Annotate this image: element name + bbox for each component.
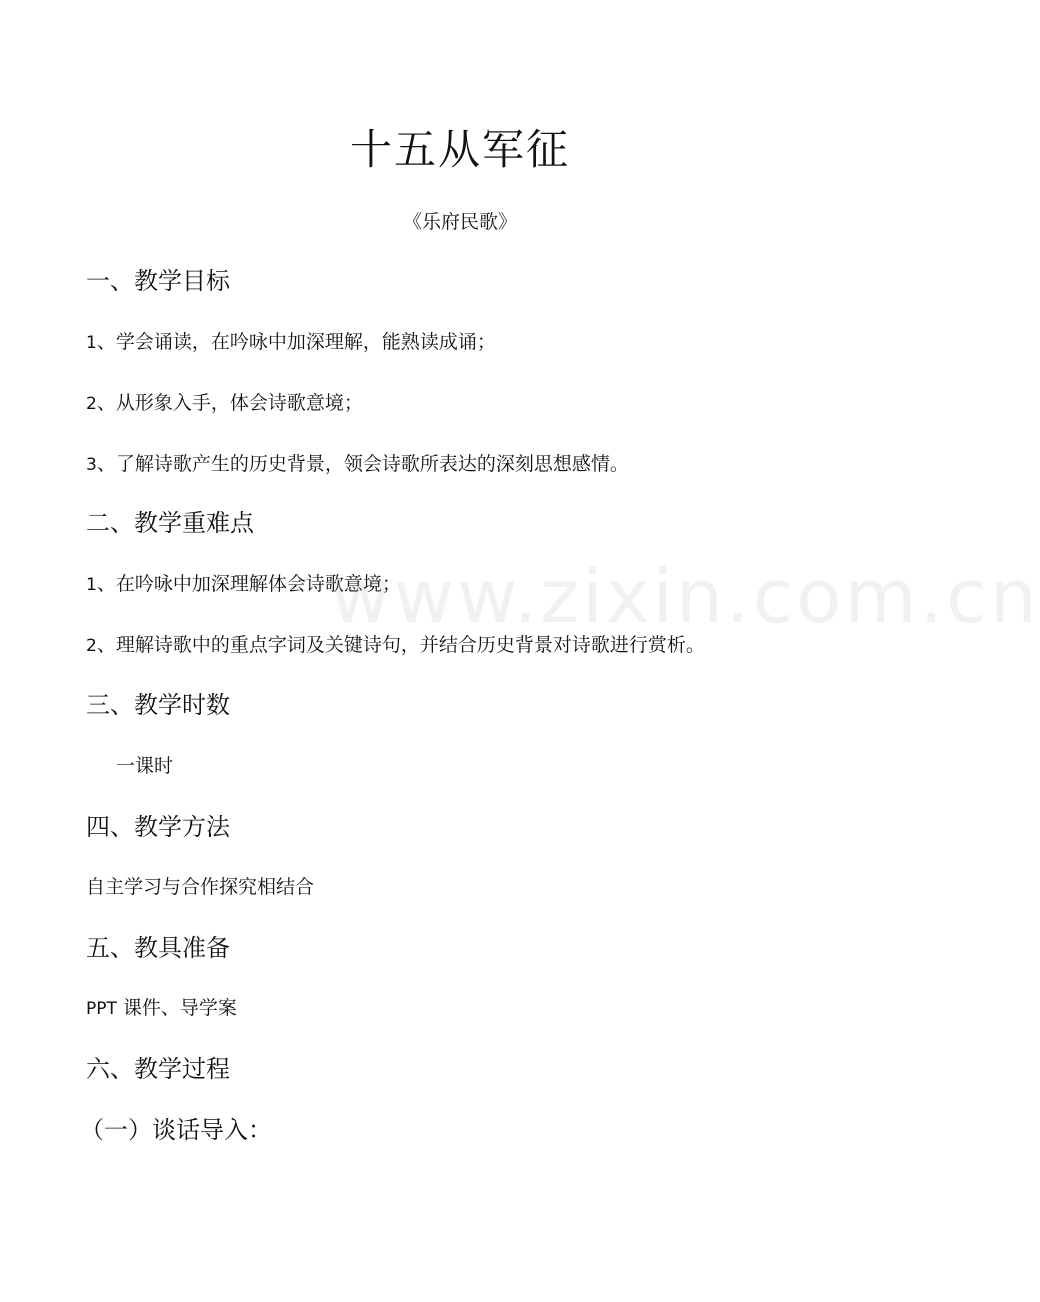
class-hours-text: 一课时 — [116, 755, 174, 777]
item-text: 、了解诗歌产生的历史背景，领会诗歌所表达的深刻思想感情。 — [96, 453, 629, 475]
item-number: 2 — [86, 636, 97, 656]
section-heading-class-hours: 三、教学时数 — [86, 691, 230, 719]
section-heading-objectives: 一、教学目标 — [86, 267, 230, 295]
key-point-item-2 — [86, 631, 705, 660]
aids-prefix: PPT — [86, 999, 117, 1019]
aids-body: 课件、导学案 — [116, 997, 237, 1019]
item-number: 3 — [86, 455, 97, 475]
objective-item-3 — [86, 450, 629, 479]
item-number: 1 — [86, 575, 97, 595]
item-text: 、学会诵读，在吟咏中加深理解，能熟读成诵； — [96, 331, 496, 353]
document-subtitle: 《乐府民歌》 — [402, 211, 517, 233]
section-heading-key-points: 二、教学重难点 — [86, 509, 254, 537]
teaching-aids-text — [86, 994, 237, 1023]
document-title: 十五从军征 — [349, 125, 570, 174]
section-heading-methods: 四、教学方法 — [86, 813, 230, 841]
item-text: 、在吟咏中加深理解体会诗歌意境； — [96, 573, 401, 595]
objective-item-1 — [86, 328, 496, 357]
process-subheading-intro: （一）谈话导入： — [80, 1116, 272, 1144]
section-heading-teaching-aids: 五、教具准备 — [86, 934, 230, 962]
key-point-item-1 — [86, 570, 401, 599]
item-text: 、理解诗歌中的重点字词及关键诗句，并结合历史背景对诗歌进行赏析。 — [96, 634, 705, 656]
section-heading-process: 六、教学过程 — [86, 1055, 230, 1083]
methods-text: 自主学习与合作探究相结合 — [86, 876, 315, 898]
item-number: 1 — [86, 333, 97, 353]
watermark: www.zixin.com.cn — [330, 554, 1040, 640]
objective-item-2 — [86, 389, 363, 418]
item-number: 2 — [86, 394, 97, 414]
item-text: 、从形象入手，体会诗歌意境； — [96, 392, 363, 414]
